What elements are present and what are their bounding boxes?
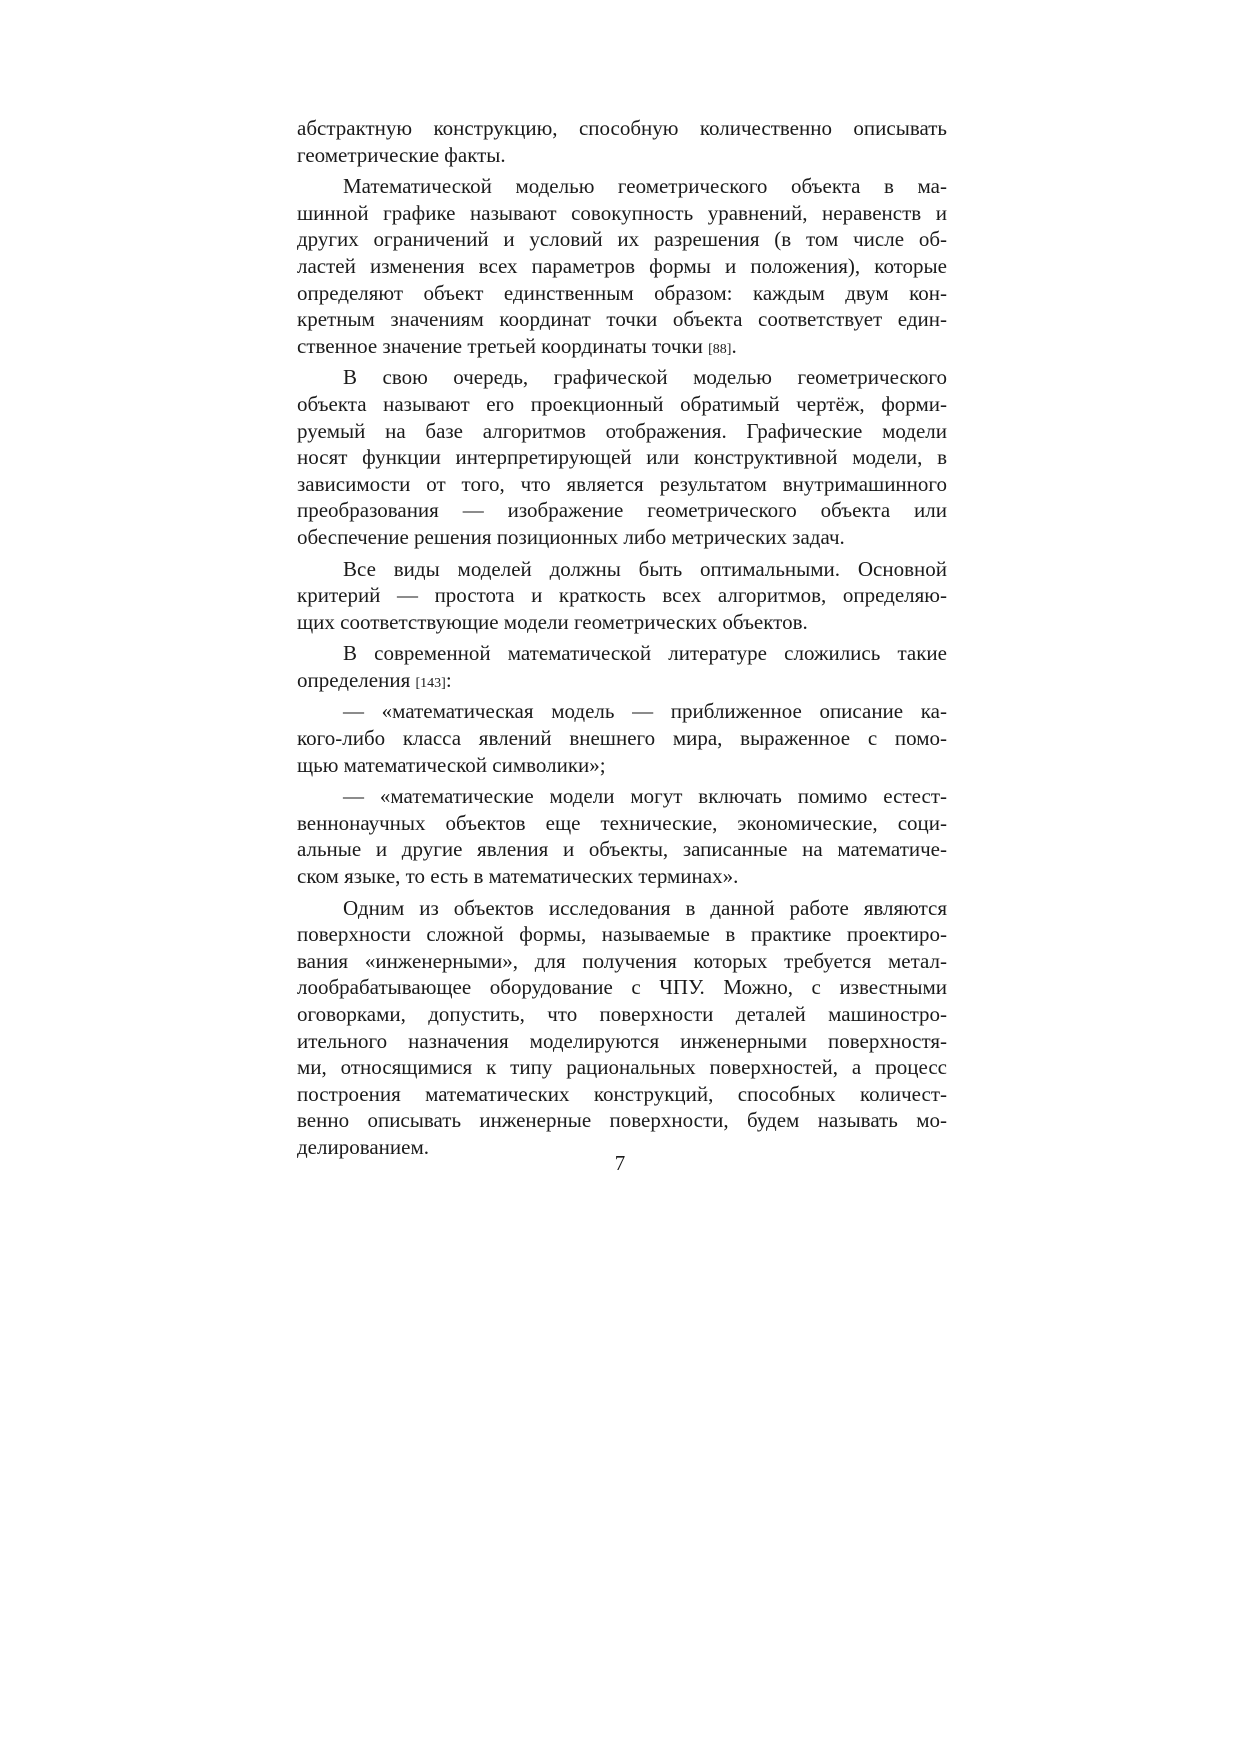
text-line: построения математических конструкций, способных количест- — [297, 1081, 947, 1106]
line-text: ственное значение третьей координаты точки — [297, 333, 709, 358]
text-line: делированием. — [297, 1134, 430, 1159]
text-line: альные и другие явления и объекты, записанные на математиче- — [297, 837, 947, 862]
text-line: — «математическая модель — приближенное описание ка- — [343, 699, 947, 724]
text-line: кретным значениям координат точки объекта соответствует един- — [297, 307, 947, 332]
text-line — [297, 333, 947, 360]
text-line: оговорками, допустить, что поверхности деталей машиностро- — [297, 1002, 947, 1026]
paragraph-8 — [297, 895, 947, 1161]
paragraph-1 — [297, 115, 947, 168]
text-line: зависимости от того, что является результатом внутримашинного — [297, 471, 947, 496]
line-punctuation: : — [445, 667, 452, 692]
paragraph-5 — [297, 640, 947, 693]
text-line: — «математические модели могут включать помимо естест- — [343, 784, 947, 809]
line-text: определения — [297, 667, 416, 692]
text-line: ительного назначения моделируются инженерными поверхностя- — [297, 1028, 947, 1053]
citation-reference: [143] — [415, 675, 446, 691]
text-line: руемый на базе алгоритмов отображения. Графические модели — [297, 418, 947, 443]
text-line: шинной графике называют совокупность уравнений, неравенств и — [297, 200, 947, 225]
text-line: В современной математической литературе сложились такие — [343, 641, 947, 666]
text-line: других ограничений и условий их разрешения (в том числе об- — [297, 227, 947, 252]
paragraph-2 — [297, 173, 947, 359]
text-line: преобразования — изображение геометрического объекта или — [297, 498, 947, 523]
text-line: поверхности сложной формы, называемые в практике проектиро- — [297, 922, 947, 947]
text-line — [297, 667, 947, 694]
text-line: Математической моделью геометрического объекта в ма- — [343, 174, 947, 199]
text-line: определяют объект единственным образом: каждым двум кон- — [297, 280, 947, 305]
text-line: щью математической символики»; — [297, 752, 606, 777]
text-line: Одним из объектов исследования в данной работе являются — [343, 895, 947, 920]
line-punctuation: . — [731, 333, 737, 358]
paragraph-7 — [297, 783, 947, 889]
page-number: 7 — [614, 1151, 626, 1175]
text-line: веннонаучных объектов еще технические, экономические, соци- — [297, 810, 947, 835]
text-line: объекта называют его проекционный обратимый чертёж, форми- — [297, 391, 947, 416]
text-line: лообрабатывающее оборудование с ЧПУ. Можно, с известными — [297, 975, 947, 1000]
text-line: ластей изменения всех параметров формы и положения), которые — [297, 253, 947, 278]
text-line: Все виды моделей должны быть оптимальными. Основной — [343, 556, 947, 581]
paragraph-4 — [297, 556, 947, 636]
paragraph-6 — [297, 698, 947, 778]
text-line: вания «инженерными», для получения которых требуется метал- — [297, 948, 947, 973]
text-line: В свою очередь, графической моделью геометрического — [343, 365, 947, 390]
text-line: венно описывать инженерные поверхности, будем называть мо- — [297, 1108, 947, 1133]
text-line: обеспечение решения позиционных либо метрических задач. — [297, 524, 845, 549]
paragraph-3 — [297, 364, 947, 550]
text-line: ми, относящимися к типу рациональных поверхностей, а процесс — [297, 1055, 947, 1080]
text-line: носят функции интерпретирующей или конструктивной модели, в — [297, 445, 947, 470]
text-line: критерий — простота и краткость всех алгоритмов, определяю- — [297, 583, 947, 608]
text-line: кого-либо класса явлений внешнего мира, выраженное с помо- — [297, 726, 947, 751]
text-line: щих соответствующие модели геометрических объектов. — [297, 609, 808, 634]
citation-reference: [88] — [708, 341, 732, 357]
page-body — [297, 115, 947, 1166]
text-line: геометрические факты. — [297, 142, 506, 167]
text-line: ском языке, то есть в математических терминах». — [297, 864, 739, 889]
text-line: абстрактную конструкцию, способную количественно описывать — [297, 116, 947, 140]
